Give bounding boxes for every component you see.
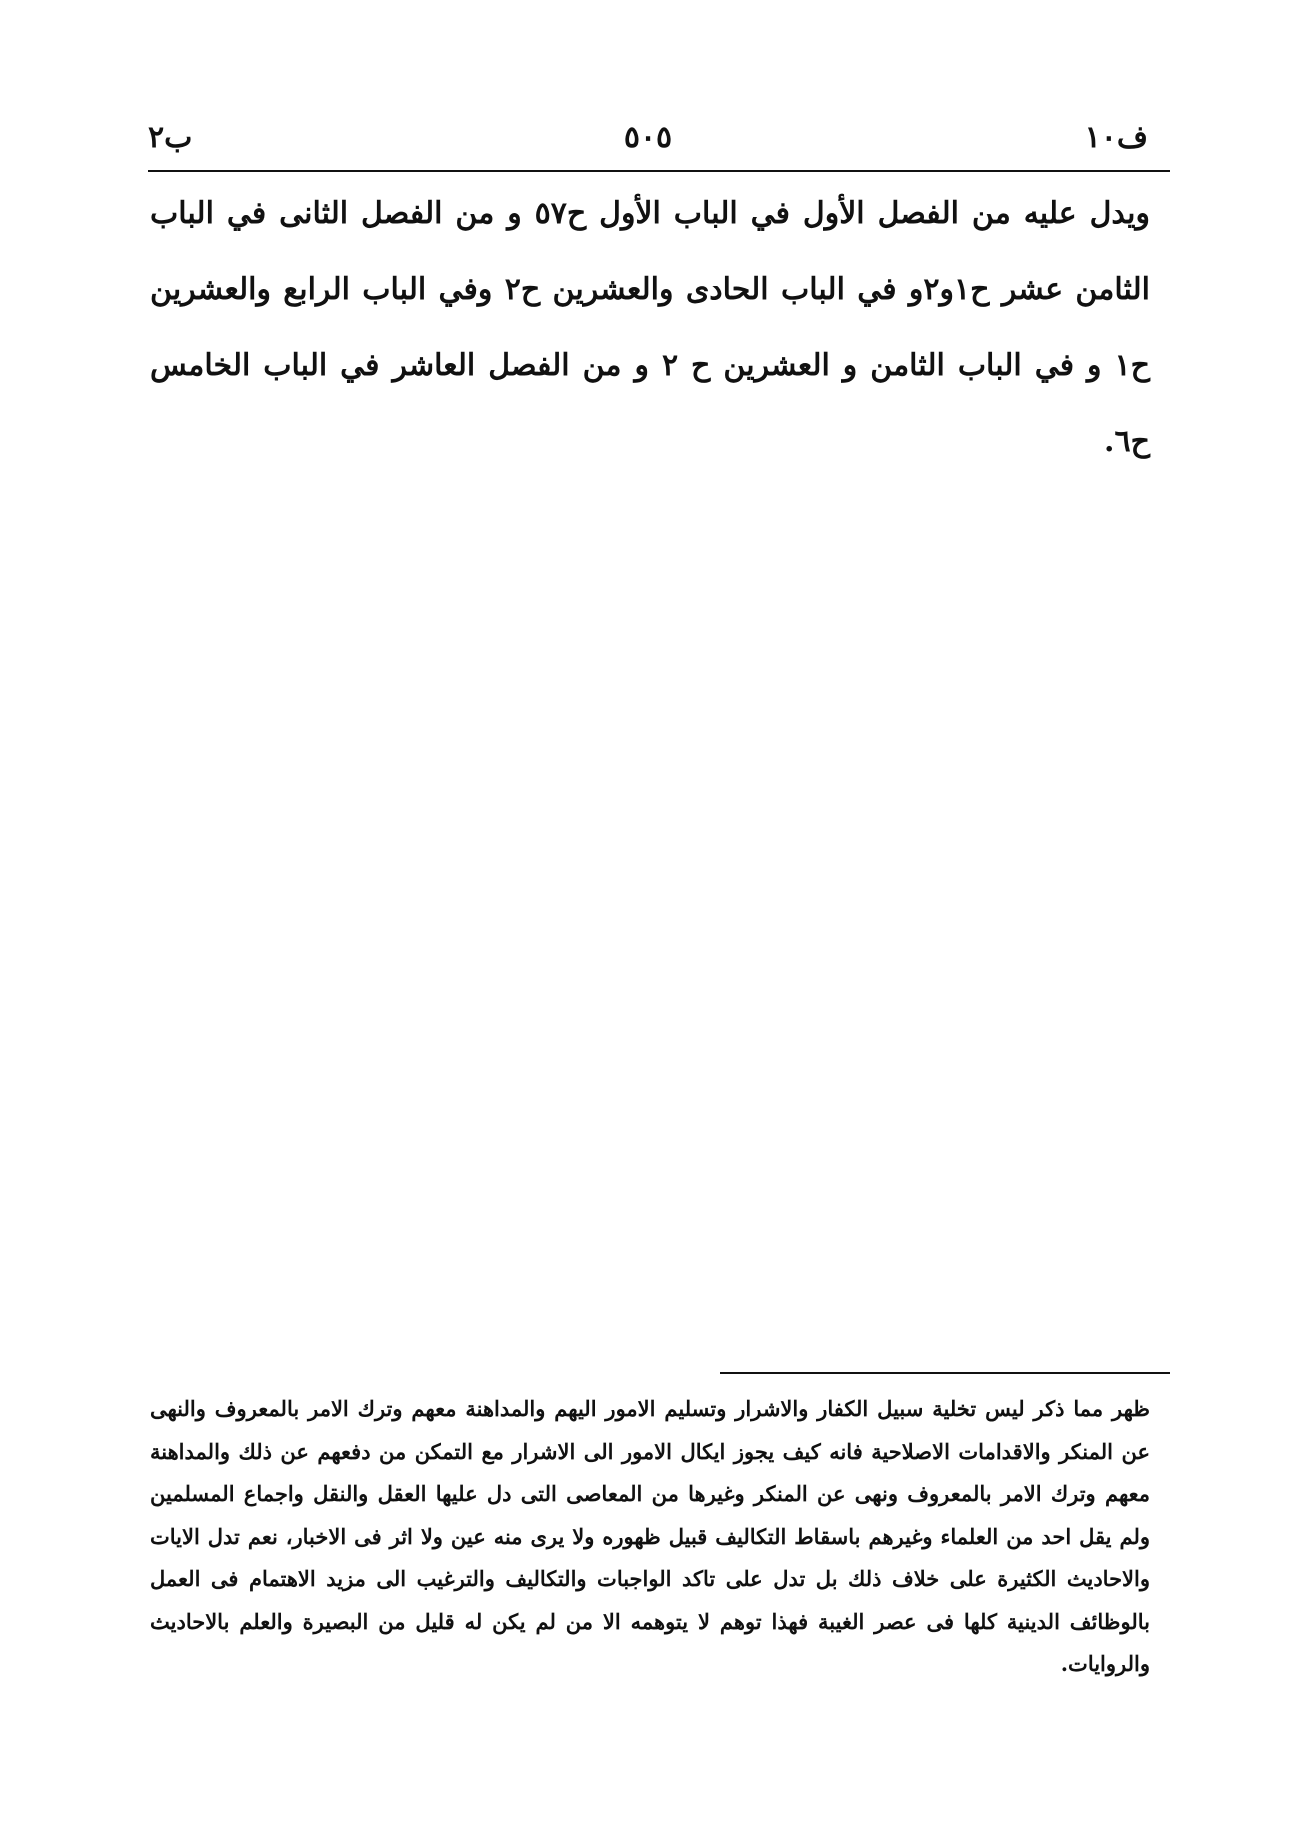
page-number: ٥٠٥ [623, 120, 673, 155]
footnote [150, 1388, 1150, 1686]
main-text [150, 176, 1150, 480]
main-paragraph: ويدل عليه من الفصل الأول في الباب الأول ح٥٧ و من الفصل الثانى في الباب الثامن عشر ح١و٢و في الباب الحادى والعشرين ح٢ وفي الباب الرابع والعشرين ح١ و في الباب الثامن و العشرين ح ٢ و من الفصل العاشر في الباب الخامس ح٦. [150, 196, 1151, 459]
footnote-paragraph: ظهر مما ذكر ليس تخلية سبيل الكفار والاشرار وتسليم الامور اليهم والمداهنة معهم وترك الامر بالمعروف والنهى عن المنكر والاقدامات الاصلاحية فانه كيف يجوز ايكال الامور الى الاشرار مع التمكن من دفعهم عن ذلك والمداهنة معهم وترك الامر بالمعروف ونهى عن المنكر وغيرها من المعاصى التى دل عليها العقل والنقل واجماع المسلمين ولم يقل احد من العلماء وغيرهم باسقاط التكاليف قبيل ظهوره ولا يرى منه عين ولا اثر فى الاخبار، نعم تدل الايات والاحاديث الكثيرة على خلاف ذلك بل تدل على تاكد الواجبات والتكاليف والترغيب الى مزيد الاهتمام فى العمل بالوظائف الدينية كلها فى عصر الغيبة فهذا توهم لا يتوهمه الا من لم يكن له قليل من البصيرة والعلم بالاحاديث والروايات. [150, 1396, 1150, 1676]
header-divider [148, 170, 1170, 172]
header-section-mark: ب٢ [148, 120, 193, 155]
header-chapter-mark: ف١٠ [1084, 120, 1148, 155]
page-header [148, 118, 1148, 174]
footnote-divider [720, 1372, 1170, 1374]
